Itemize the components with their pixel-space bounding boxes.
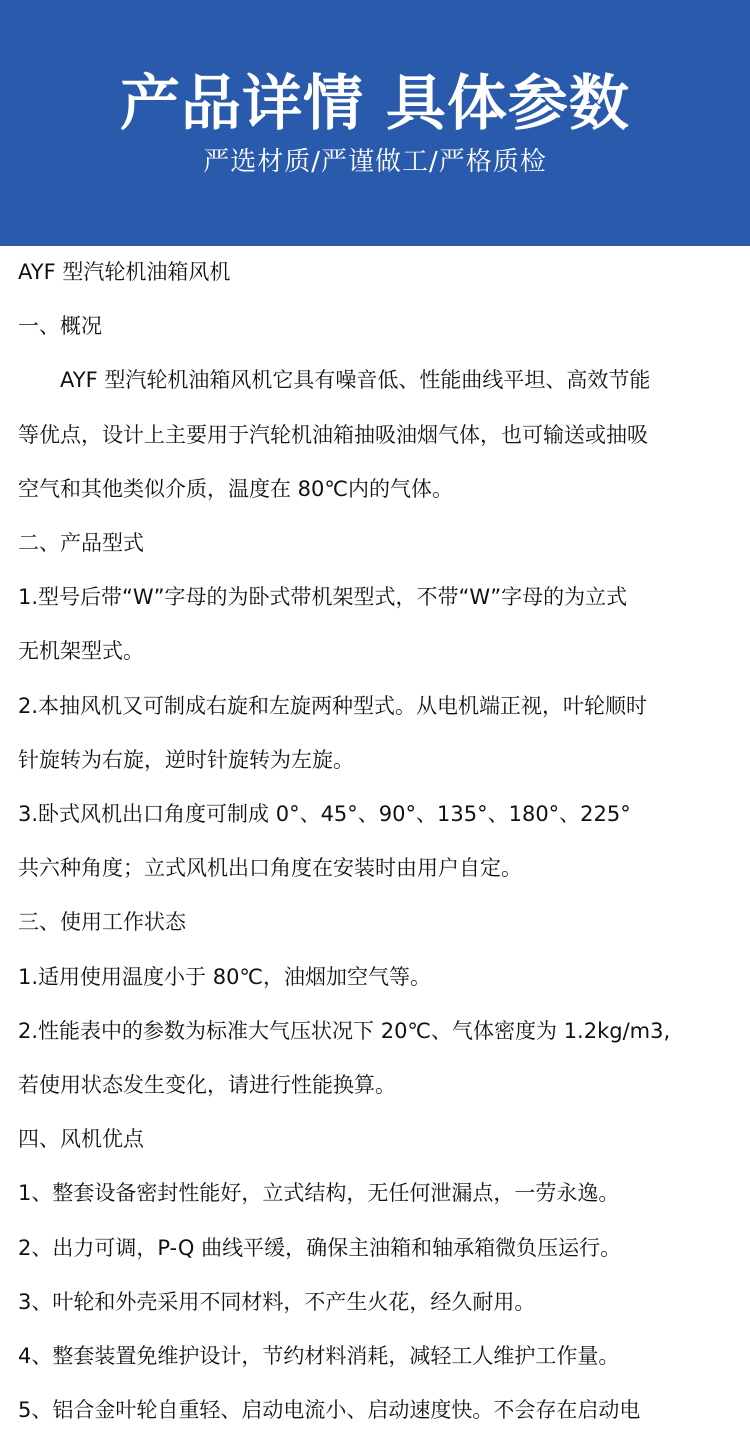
- product-type-item-1-line-1: 1.型号后带“W”字母的为卧式带机架型式，不带“W”字母的为立式: [18, 585, 628, 610]
- advantage-item-4: 4、整套装置免维护设计，节约材料消耗，减轻工人维护工作量。: [18, 1344, 620, 1369]
- working-conditions-item-2-line-1: 2.性能表中的参数为标准大气压状况下 20℃、气体密度为 1.2kg/m3,: [18, 1018, 671, 1043]
- document-body: [0, 245, 750, 1437]
- header-banner: [0, 0, 750, 246]
- working-conditions-item-1: 1.适用使用温度小于 80℃，油烟加空气等。: [18, 964, 432, 989]
- banner-title: 产品详情 具体参数: [120, 69, 630, 139]
- overview-line-1: AYF 型汽轮机油箱风机它具有噪音低、性能曲线平坦、高效节能: [60, 368, 651, 393]
- advantage-item-5: 5、铝合金叶轮自重轻、启动电流小、启动速度快。不会存在启动电: [18, 1398, 641, 1423]
- advantage-item-3: 3、叶轮和外壳采用不同材料，不产生火花，经久耐用。: [18, 1289, 536, 1314]
- product-type-item-3-line-2: 共六种角度；立式风机出口角度在安装时由用户自定。: [18, 856, 522, 881]
- overview-line-2: 等优点，设计上主要用于汽轮机油箱抽吸油烟气体，也可输送或抽吸: [18, 422, 648, 447]
- product-type-item-1-line-2: 无机架型式。: [18, 639, 144, 664]
- section-heading-advantages: 四、风机优点: [18, 1127, 144, 1152]
- product-name: AYF 型汽轮机油箱风机: [18, 260, 231, 284]
- section-heading-product-type: 二、产品型式: [18, 531, 144, 556]
- section-heading-overview: 一、概况: [18, 314, 102, 339]
- banner-subtitle: 严选材质/严谨做工/严格质检: [203, 147, 547, 177]
- section-heading-working-conditions: 三、使用工作状态: [18, 910, 186, 935]
- product-type-item-3-line-1: 3.卧式风机出口角度可制成 0°、45°、90°、135°、180°、225°: [18, 802, 631, 827]
- advantage-item-2: 2、出力可调，P-Q 曲线平缓，确保主油箱和轴承箱微负压运行。: [18, 1235, 622, 1260]
- overview-line-3: 空气和其他类似介质，温度在 80℃内的气体。: [18, 476, 453, 501]
- product-type-item-2-line-2: 针旋转为右旋，逆时针旋转为左旋。: [18, 747, 354, 772]
- product-type-item-2-line-1: 2.本抽风机又可制成右旋和左旋两种型式。从电机端正视，叶轮顺时: [18, 693, 648, 718]
- working-conditions-item-2-line-2: 若使用状态发生变化，请进行性能换算。: [18, 1073, 396, 1098]
- advantage-item-1: 1、整套设备密封性能好，立式结构，无任何泄漏点，一劳永逸。: [18, 1181, 620, 1206]
